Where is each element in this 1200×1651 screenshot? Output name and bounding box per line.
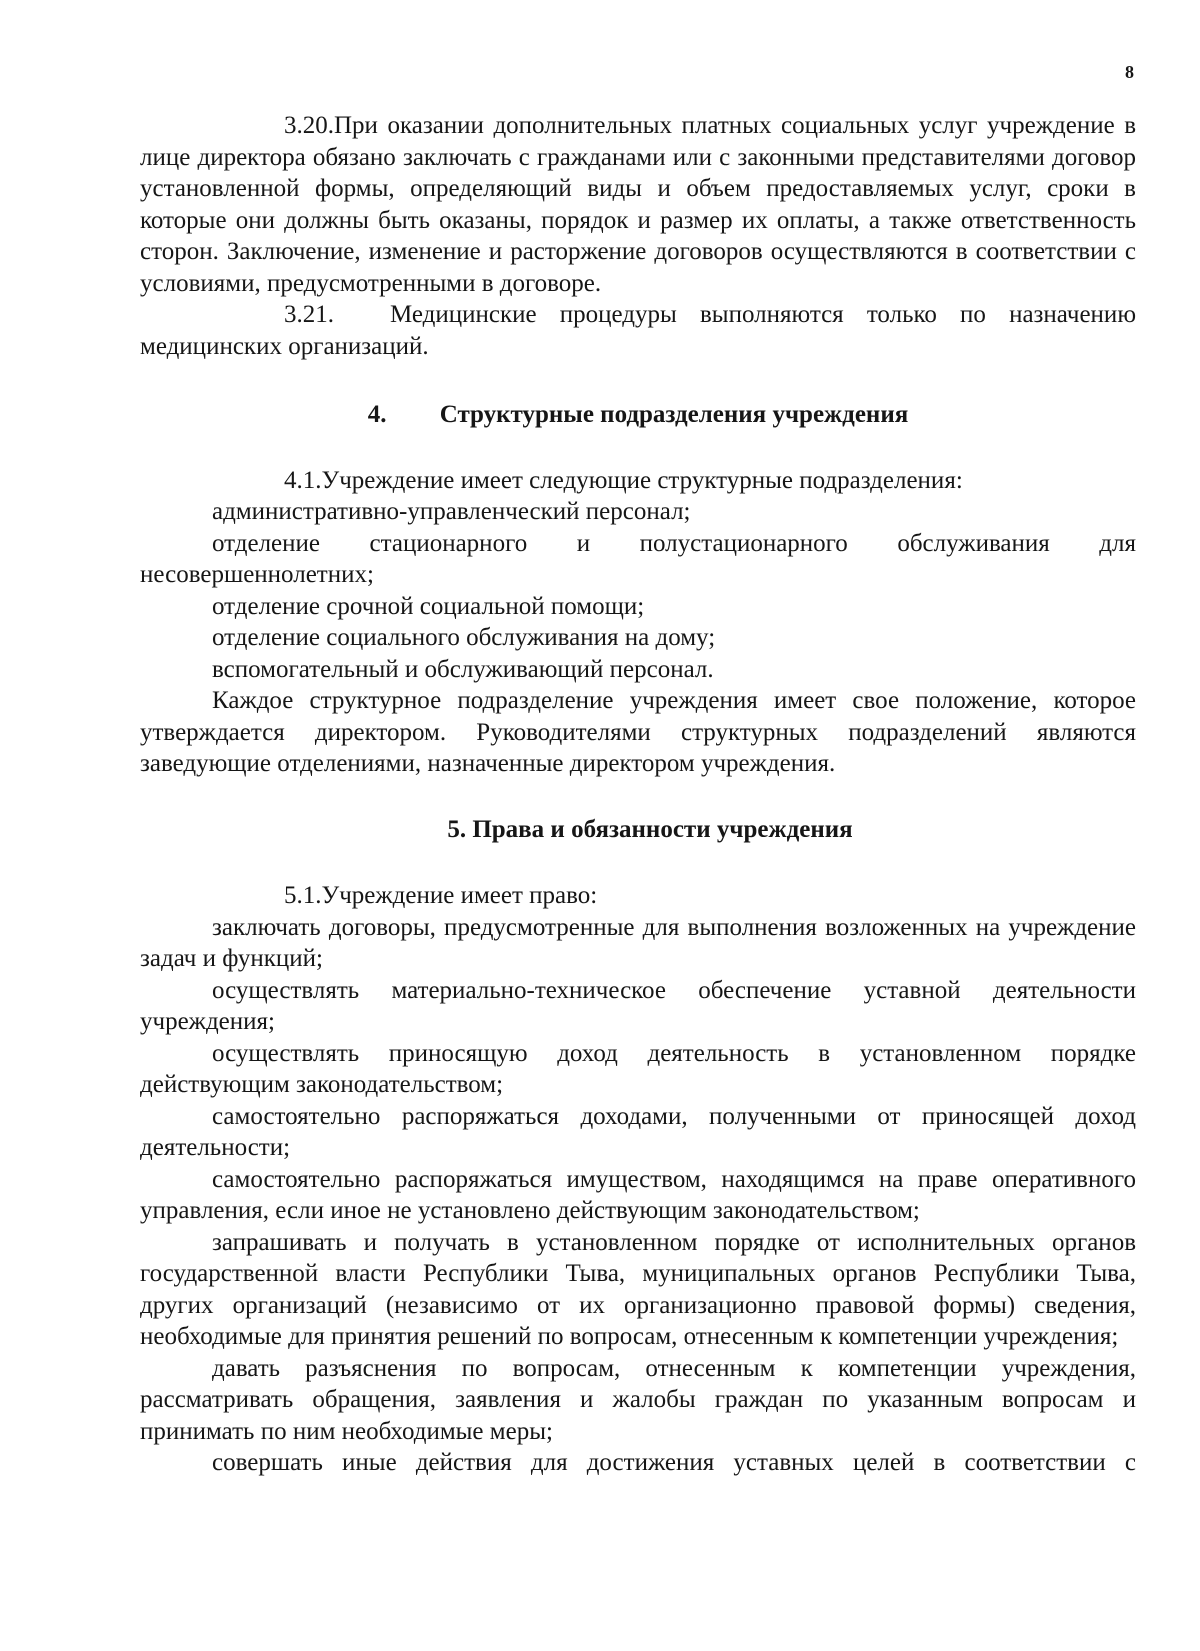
right-item: самостоятельно распоряжаться доходами, полученными от приносящей доход деятельности; (140, 1102, 1136, 1161)
clause-text: Учреждение имеет право: (321, 882, 598, 909)
right-item: осуществлять приносящую доход деятельность в установленном порядке действующим законодательством; (140, 1039, 1136, 1098)
section-number: 4. (367, 401, 387, 428)
section-title: Структурные подразделения учреждения (439, 401, 909, 428)
section-4-closing: Каждое структурное подразделение учреждения имеет свое положение, которое утверждается директором. Руководителями структурных подразделений являются заведующие отделениями, назначенные директором учреждения. (140, 687, 1136, 777)
right-item: заключать договоры, предусмотренные для выполнения возложенных на учреждение задач и функций; (140, 913, 1136, 972)
unit-item: административно-управленческий персонал; (212, 498, 691, 525)
unit-item: отделение стационарного и полустационарного обслуживания для несовершеннолетних; (140, 529, 1136, 588)
section-4-heading (140, 399, 1136, 431)
document-body (140, 110, 1136, 1479)
right-item: давать разъяснения по вопросам, отнесенным к компетенции учреждения, рассматривать обращения, заявления и жалобы граждан по указанным вопросам и принимать по ним необходимые меры; (140, 1354, 1136, 1445)
section-5-heading: 5. Права и обязанности учреждения (447, 815, 853, 843)
right-item: совершать иные действия для достижения уставных целей в соответствии с (212, 1449, 1136, 1476)
clause-number: 3.21. (284, 301, 334, 328)
unit-item: отделение срочной социальной помощи; (212, 592, 645, 620)
clause-3-20 (140, 110, 1136, 299)
clause-text: При оказании дополнительных платных социальных услуг учреждение в лице директора обязано заключать с гражданами или с законными представителями договор установленной формы, определяющий виды и объем предоставляемых услуг, сроки в которые они должны быть оказаны, порядок и размер их оплаты, а также ответственность сторон. Заключение, изменение и расторжение договоров осуществляются в соответствии с условиями, предусмотренными в договоре. (140, 112, 1136, 297)
unit-item: вспомогательный и обслуживающий персонал. (212, 655, 714, 683)
page-number: 8 (1125, 62, 1134, 82)
clause-number: 4.1. (284, 466, 322, 494)
right-item: самостоятельно распоряжаться имуществом, находящимся на праве оперативного управления, если иное не установлено действующим законодательством; (140, 1165, 1136, 1224)
unit-item: отделение социального обслуживания на дому; (212, 624, 716, 651)
clause-text: Учреждение имеет следующие структурные подразделения: (321, 466, 963, 494)
clause-5-1 (140, 880, 1136, 912)
clause-number: 3.20. (284, 112, 334, 139)
clause-4-1 (140, 465, 1136, 497)
clause-text: Медицинские процедуры выполняются только по назначению медицинских организаций. (140, 301, 1136, 360)
right-item: осуществлять материально-техническое обеспечение уставной деятельности учреждения; (140, 976, 1136, 1035)
clause-number: 5.1. (284, 882, 322, 909)
clause-3-21 (140, 299, 1136, 362)
right-item: запрашивать и получать в установленном порядке от исполнительных органов государственной власти Республики Тыва, муниципальных органов Республики Тыва, других организаций (независимо от их организационно правовой формы) сведения, необходимые для принятия решений по вопросам, отнесенным к компетенции учреждения; (140, 1228, 1136, 1350)
